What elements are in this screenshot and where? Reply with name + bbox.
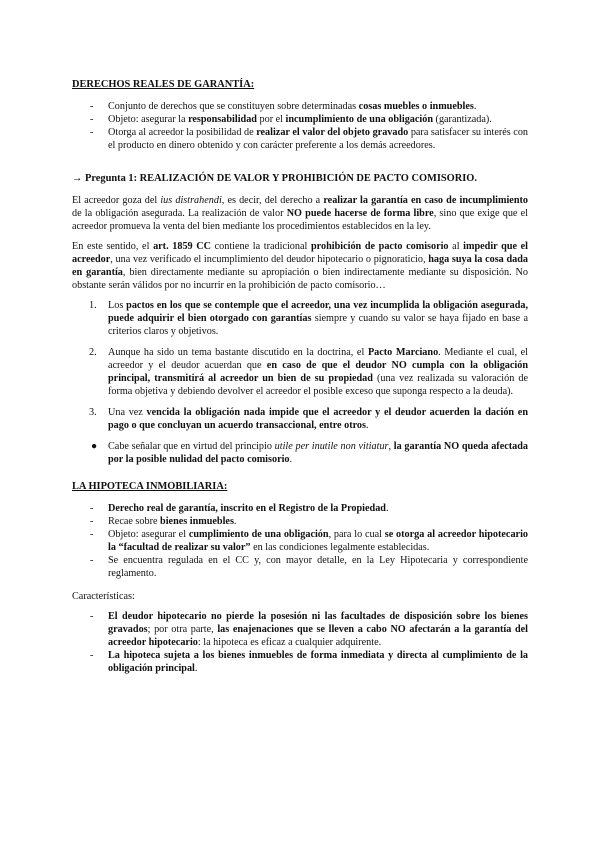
text: Aunque ha sido un tema bastante discutido en la doctrina, el [108,347,368,358]
list-item [72,113,528,126]
bold-text: Derecho real de garantía, inscrito en el Registro de la Propiedad [108,503,386,514]
paragraph-ius-distrahendi [72,194,528,233]
text: , una vez verificado el incumplimiento del deudor hipotecario o pignoraticio, [110,254,429,265]
text: al [448,241,464,252]
text: (garantizada). [433,114,492,125]
bold-text: El deudor hipotecario no pierde la posesión ni las facultades de disposición sobre los bienes gravados [108,611,528,635]
text: , bien directamente mediante su apropiación o bien indirectamente mediante su disposición. No obstante serán válidos por no incurrir en la prohibición de pacto comisorio… [72,267,528,291]
bold-text: haga suya la cosa dada en garantía [72,254,528,278]
text: , [388,441,394,452]
text: . [473,101,477,112]
text: , para lo cual [328,529,385,540]
text: Otorga al acreedor la posibilidad de [108,127,257,138]
text: Los [108,300,127,311]
bold-text: La hipoteca sujeta a los bienes inmuebles de forma inmediata y directa al cumplimiento de la obligación principal [108,650,528,674]
bold-text: art. 1859 CC [153,241,211,252]
question-1-title: → Pregunta 1: REALIZACIÓN DE VALOR Y PROHIBICIÓN DE PACTO COMISORIO. [72,173,477,184]
text: . [194,663,198,674]
list-item [72,554,528,580]
text: Conjunto de derechos que se constituyen sobre determinadas [108,101,359,112]
bold-text: bienes inmuebles [160,516,234,527]
bold-text: se otorga al acreedor hipotecario la “facultad de realizar su valor” [108,529,528,553]
list-item [72,610,528,649]
list-item [72,126,528,152]
text: . [289,454,293,465]
numbered-list [72,299,528,466]
bold-text: realizar la garantía en caso de incumplimiento [323,195,528,206]
text: . [385,503,389,514]
bold-text: NO puede hacerse de forma libre [286,208,434,219]
bold-text: cumplimiento de una obligación [188,529,329,540]
bold-text: las enajenaciones que se lleven a cabo NO afectarán a la garantía del acreedor hipotecario [108,624,528,648]
bullet-icon: ● [91,441,98,452]
text: Objeto: asegurar el [108,529,189,540]
italic-text: utile per inutile non vitiatur [274,441,389,452]
list-item [72,528,528,554]
text: en las condiciones legalmente establecidas. [250,542,430,553]
list-item [72,299,528,338]
text: por el [256,114,286,125]
list-item [72,100,528,113]
text: siempre y cuando su valor se haya fijado en base a criterios claros y objetivos. [108,313,528,337]
text: Una vez [108,407,147,418]
bold-text: Pacto Marciano [367,347,439,358]
list-number: 3. [89,407,97,418]
text: Objeto: asegurar la [108,114,189,125]
text: . [233,516,237,527]
section-title-hipoteca: LA HIPOTECA INMOBILIARIA: [72,481,228,492]
text: . [366,420,369,431]
text: El acreedor goza del [72,195,161,206]
text: para satisfacer su interés con el producto en dinero obtenido y con carácter preferente a los demás acreedores. [108,127,529,151]
bold-text: realizar el valor del objeto gravado [256,127,409,138]
text: . Mediante el cual, el acreedor y el deudor acuerdan que [108,347,528,371]
bold-text: cosas muebles o inmuebles [358,101,474,112]
bold-text: incumplimiento de una obligación [285,114,433,125]
list-item [72,515,528,528]
list-item [72,649,528,675]
list-item [72,346,528,398]
bold-text: la garantía NO queda afectada por la posible nulidad del pacto comisorio [108,441,528,465]
bold-text: pactos en los que se contemple que el acreedor, una vez incumplida la obligación asegurada, puede adquirir el bien otorgado con garantías [108,300,528,324]
text: Se encuentra regulada en el CC y, con mayor detalle, en la Ley Hipotecaria y correspondiente reglamento. [108,555,528,579]
list-number: 2. [89,347,97,358]
bold-text: prohibición de pacto comisorio [311,241,449,252]
text: de la obligación asegurada. La realización de valor [72,208,287,219]
document-page [72,78,528,685]
text: Cabe señalar que en virtud del principio [108,441,275,452]
list-number: 1. [89,300,97,311]
paragraph-pacto-comisorio [72,240,528,292]
text: , sino que exige que el acreedor promueva la venta del bien mediante los procedimientos establecidos en la ley. [72,208,528,232]
text: (una vez realizada su valoración de forma objetiva y debiendo devolver el acreedor el posible exceso que suponga respecto a la deuda). [108,373,528,397]
characteristics-label: Características: [72,591,135,602]
text: : la hipoteca es eficaz a cualquier adquirente. [197,637,382,648]
text: ; por otra parte, [147,624,218,635]
list-item [72,502,528,515]
bold-text: impedir que el acreedor [72,241,529,265]
italic-text: ius distrahendi [160,195,222,206]
text: , es decir, del derecho a [221,195,324,206]
derechos-reales-list [72,100,528,152]
section-title-derechos-reales: DERECHOS REALES DE GARANTÍA: [72,79,255,90]
hipoteca-list [72,502,528,580]
bold-text: en caso de que el deudor NO cumpla con la obligación principal, transmitirá al acreedor un bien de su propiedad [108,360,529,384]
text: En este sentido, el [72,241,154,252]
bold-text: responsabilidad [188,114,257,125]
list-item-note [72,440,528,466]
bold-text: vencida la obligación nada impide que el acreedor y el deudor acuerden la dación en pago o que concluyan un acuerdo transaccional, entre otros [108,407,528,431]
text: contiene la tradicional [211,241,311,252]
text: Recae sobre [108,516,161,527]
characteristics-list [72,610,528,675]
list-item [72,406,528,432]
